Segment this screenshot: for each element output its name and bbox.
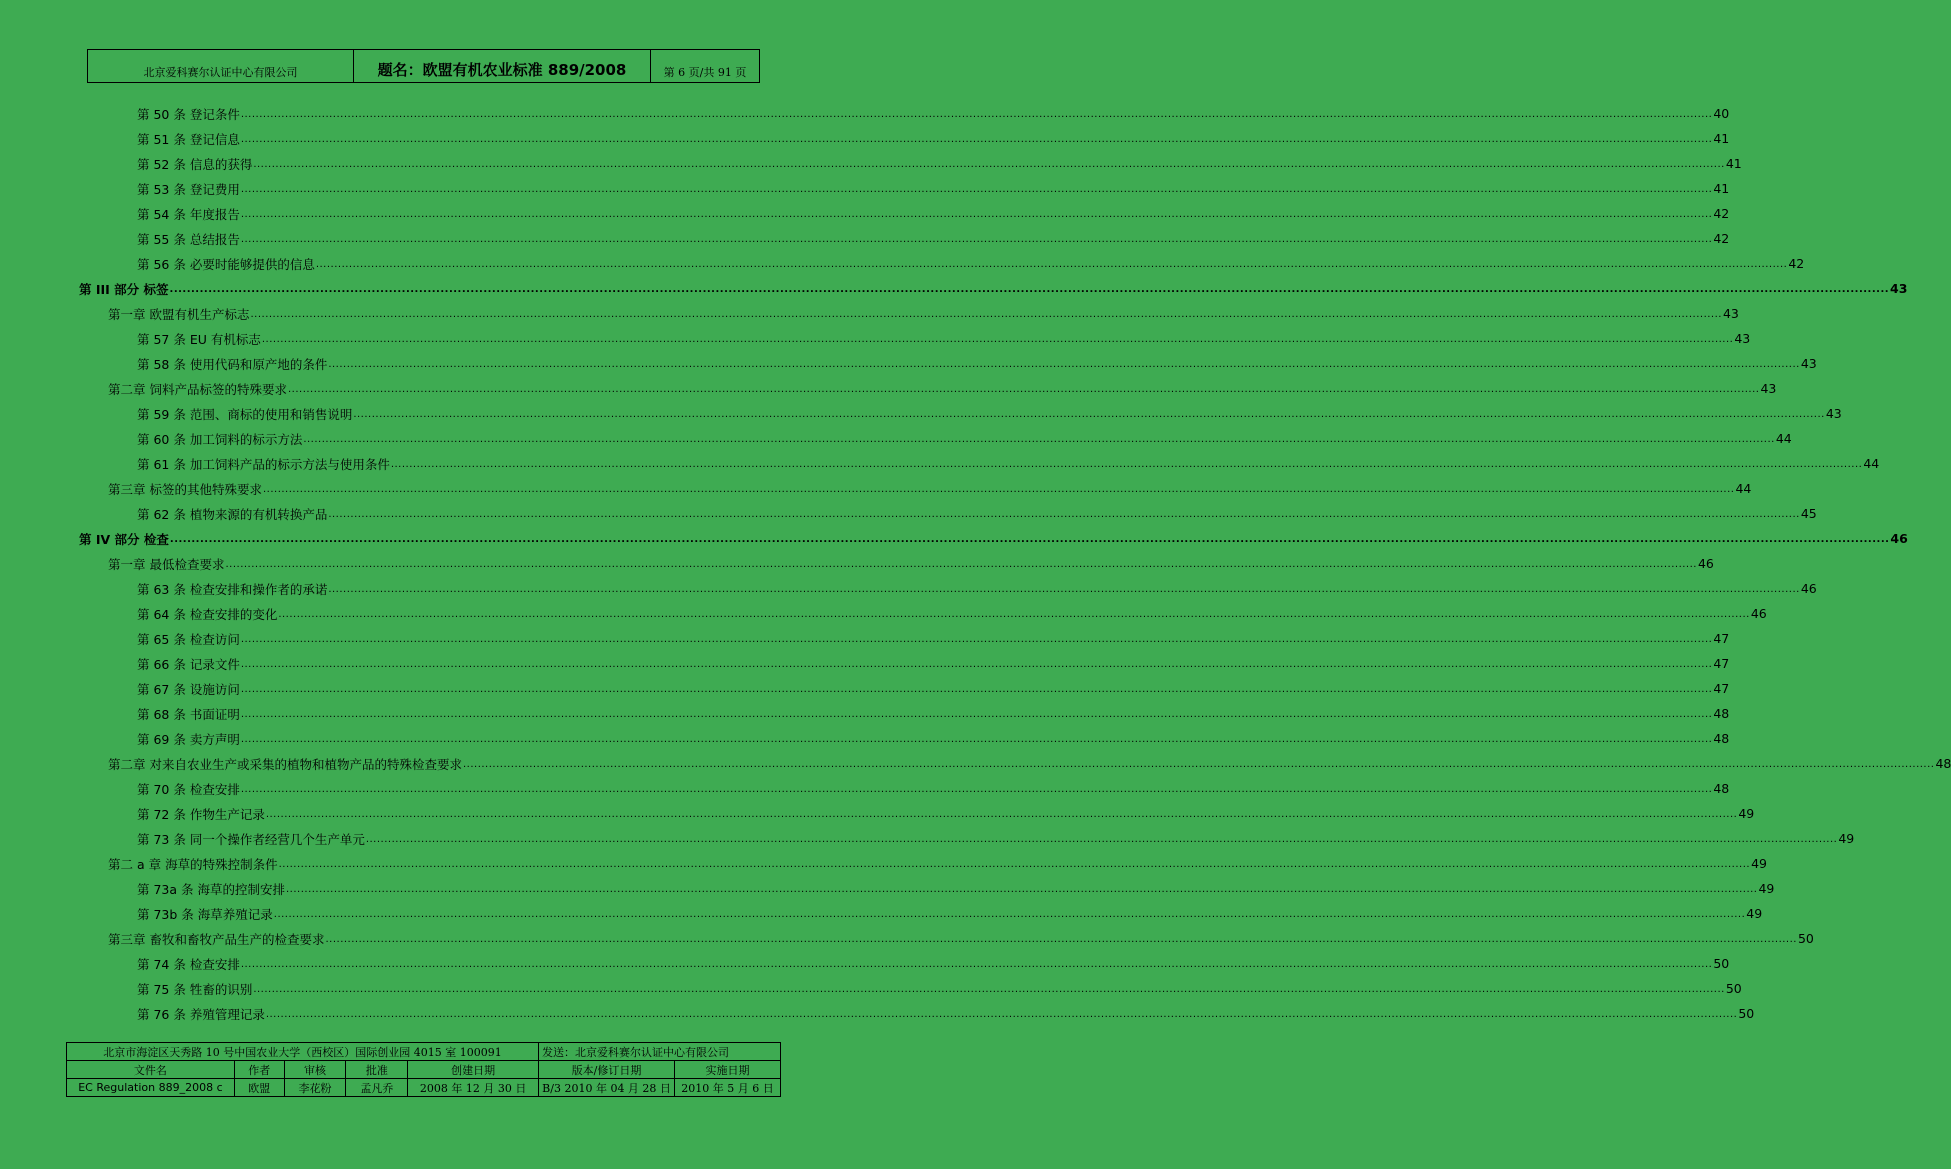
footer-address: 北京市海淀区天秀路 10 号中国农业大学（西校区）国际创业园 4015 室 100091 [67, 1043, 539, 1061]
toc-entry-page: 49 [1838, 831, 1855, 846]
footer-header-filename: 文件名 [67, 1061, 235, 1079]
header-title: 题名：欧盟有机农业标准 889/2008 [354, 50, 651, 82]
toc-leader-dots: ................................................................................................................................................................................................................................................................................................................................................................................................................ [253, 159, 1725, 170]
toc-entry[interactable] [137, 401, 1842, 426]
toc-entry[interactable] [137, 601, 1767, 626]
toc-entry-label: 第 73a 条 海草的控制安排 [137, 881, 285, 897]
toc-leader-dots: ................................................................................................................................................................................................................................................................................................................................................................................................................ [240, 134, 1713, 145]
toc-entry-page: 50 [1725, 981, 1742, 996]
toc-entry-page: 43 [1722, 306, 1739, 321]
footer-header-review: 审核 [284, 1061, 346, 1079]
toc-entry-label: 第三章 标签的其他特殊要求 [108, 481, 262, 497]
toc-leader-dots: ................................................................................................................................................................................................................................................................................................................................................................................................................ [169, 284, 1890, 295]
toc-entry-label: 第 53 条 登记费用 [137, 181, 240, 197]
toc-leader-dots: ................................................................................................................................................................................................................................................................................................................................................................................................................ [240, 709, 1713, 720]
toc-entry-page: 44 [1735, 481, 1752, 496]
toc-entry[interactable] [108, 551, 1714, 576]
toc-entry-page: 49 [1758, 881, 1775, 896]
toc-entry-page: 43 [1825, 406, 1842, 421]
toc-entry-page: 50 [1713, 956, 1730, 971]
toc-leader-dots: ................................................................................................................................................................................................................................................................................................................................................................................................................ [287, 384, 1760, 395]
toc-entry[interactable] [79, 276, 1908, 301]
page-header [87, 49, 760, 83]
toc-entry[interactable] [137, 801, 1755, 826]
toc-entry[interactable] [137, 151, 1742, 176]
toc-leader-dots: ................................................................................................................................................................................................................................................................................................................................................................................................................ [261, 334, 1734, 345]
toc-entry[interactable] [108, 301, 1739, 326]
toc-entry[interactable] [137, 651, 1730, 676]
footer-value-version: B/3 2010 年 04 月 28 日 [539, 1079, 675, 1097]
toc-leader-dots: ................................................................................................................................................................................................................................................................................................................................................................................................................ [265, 1009, 1738, 1020]
toc-entry-page: 46 [1800, 581, 1817, 596]
toc-leader-dots: ................................................................................................................................................................................................................................................................................................................................................................................................................ [303, 434, 1775, 445]
toc-entry-page: 47 [1713, 681, 1730, 696]
toc-entry-label: 第 63 条 检查安排和操作者的承诺 [137, 581, 328, 597]
toc-entry-page: 43 [1800, 356, 1817, 371]
toc-entry-page: 48 [1935, 756, 1951, 771]
toc-entry[interactable] [137, 451, 1880, 476]
toc-entry-label: 第 60 条 加工饲料的标示方法 [137, 431, 303, 447]
footer-value-review: 李花粉 [284, 1079, 346, 1097]
toc-leader-dots: ................................................................................................................................................................................................................................................................................................................................................................................................................ [169, 534, 1890, 545]
toc-entry-label: 第 74 条 检查安排 [137, 956, 240, 972]
toc-entry[interactable] [79, 526, 1908, 551]
toc-leader-dots: ................................................................................................................................................................................................................................................................................................................................................................................................................ [240, 209, 1713, 220]
toc-entry-page: 42 [1713, 206, 1730, 221]
toc-leader-dots: ................................................................................................................................................................................................................................................................................................................................................................................................................ [315, 259, 1788, 270]
toc-entry-label: 第 50 条 登记条件 [137, 106, 240, 122]
header-company: 北京爱科赛尔认证中心有限公司 [88, 50, 354, 82]
toc-entry-label: 第 69 条 卖方声明 [137, 731, 240, 747]
toc-entry-page: 48 [1713, 706, 1730, 721]
toc-entry[interactable] [137, 826, 1855, 851]
toc-leader-dots: ................................................................................................................................................................................................................................................................................................................................................................................................................ [265, 809, 1738, 820]
toc-leader-dots: ................................................................................................................................................................................................................................................................................................................................................................................................................ [462, 759, 1935, 770]
toc-entry[interactable] [137, 126, 1730, 151]
toc-entry-label: 第 64 条 检查安排的变化 [137, 606, 278, 622]
toc-entry-page: 45 [1800, 506, 1817, 521]
toc-leader-dots: ................................................................................................................................................................................................................................................................................................................................................................................................................ [353, 409, 1825, 420]
toc-entry-label: 第 72 条 作物生产记录 [137, 806, 265, 822]
toc-entry-label: 第 59 条 范围、商标的使用和销售说明 [137, 406, 353, 422]
toc-entry[interactable] [137, 426, 1792, 451]
toc-entry[interactable] [137, 501, 1817, 526]
toc-entry-label: 第 61 条 加工饲料产品的标示方法与使用条件 [137, 456, 390, 472]
toc-entry[interactable] [108, 476, 1752, 501]
toc-entry[interactable] [108, 751, 1951, 776]
toc-entry-label: 第 73 条 同一个操作者经营几个生产单元 [137, 831, 365, 847]
toc-entry-label: 第 51 条 登记信息 [137, 131, 240, 147]
toc-entry-page: 46 [1750, 606, 1767, 621]
toc-entry-label: 第 68 条 书面证明 [137, 706, 240, 722]
toc-entry[interactable] [137, 226, 1730, 251]
toc-entry[interactable] [137, 201, 1730, 226]
footer-value-created: 2008 年 12 月 30 日 [408, 1079, 539, 1097]
footer-header-approve: 批准 [346, 1061, 408, 1079]
toc-entry-page: 48 [1713, 731, 1730, 746]
footer-header-author: 作者 [234, 1061, 284, 1079]
toc-leader-dots: ................................................................................................................................................................................................................................................................................................................................................................................................................ [240, 784, 1713, 795]
toc-entry-label: 第一章 最低检查要求 [108, 556, 225, 572]
toc-entry-label: 第二 a 章 海草的特殊控制条件 [108, 856, 278, 872]
toc-entry[interactable] [137, 776, 1730, 801]
toc-entry-page: 43 [1760, 381, 1777, 396]
toc-leader-dots: ................................................................................................................................................................................................................................................................................................................................................................................................................ [262, 484, 1735, 495]
toc-entry-page: 43 [1890, 281, 1908, 296]
toc-entry-page: 46 [1890, 531, 1908, 546]
toc-leader-dots: ................................................................................................................................................................................................................................................................................................................................................................................................................ [240, 684, 1713, 695]
footer-value-author: 欧盟 [234, 1079, 284, 1097]
toc-leader-dots: ................................................................................................................................................................................................................................................................................................................................................................................................................ [273, 909, 1746, 920]
toc-entry-page: 42 [1788, 256, 1805, 271]
toc-entry-label: 第 73b 条 海草养殖记录 [137, 906, 273, 922]
toc-leader-dots: ................................................................................................................................................................................................................................................................................................................................................................................................................ [240, 734, 1713, 745]
toc-entry[interactable] [137, 326, 1751, 351]
toc-entry[interactable] [137, 576, 1817, 601]
toc-leader-dots: ................................................................................................................................................................................................................................................................................................................................................................................................................ [240, 184, 1713, 195]
toc-entry-label: 第 57 条 EU 有机标志 [137, 331, 261, 347]
footer-header-version: 版本/修订日期 [539, 1061, 675, 1079]
toc-leader-dots: ................................................................................................................................................................................................................................................................................................................................................................................................................ [240, 659, 1713, 670]
toc-entry-label: 第 56 条 必要时能够提供的信息 [137, 256, 315, 272]
toc-entry-label: 第 54 条 年度报告 [137, 206, 240, 222]
header-page-number: 第 6 页/共 91 页 [663, 66, 747, 79]
toc-entry[interactable] [137, 251, 1805, 276]
toc-entry[interactable] [108, 851, 1767, 876]
toc-leader-dots: ................................................................................................................................................................................................................................................................................................................................................................................................................ [328, 359, 1800, 370]
toc-leader-dots: ................................................................................................................................................................................................................................................................................................................................................................................................................ [240, 234, 1713, 245]
toc-entry-label: 第 52 条 信息的获得 [137, 156, 253, 172]
toc-entry-page: 50 [1738, 1006, 1755, 1021]
toc-entry-page: 44 [1775, 431, 1792, 446]
toc-entry-page: 47 [1713, 656, 1730, 671]
toc-entry[interactable] [108, 926, 1814, 951]
footer-value-effective: 2010 年 5 月 6 日 [675, 1079, 781, 1097]
toc-entry-label: 第二章 对来自农业生产或采集的植物和植物产品的特殊检查要求 [108, 756, 462, 772]
toc-entry-label: 第二章 饲料产品标签的特殊要求 [108, 381, 287, 397]
toc-leader-dots: ................................................................................................................................................................................................................................................................................................................................................................................................................ [328, 584, 1800, 595]
toc-leader-dots: ................................................................................................................................................................................................................................................................................................................................................................................................................ [390, 459, 1863, 470]
footer-header-effective: 实施日期 [675, 1061, 781, 1079]
footer-value-approve: 孟凡乔 [346, 1079, 408, 1097]
toc-entry[interactable] [137, 626, 1730, 651]
toc-leader-dots: ................................................................................................................................................................................................................................................................................................................................................................................................................ [250, 309, 1722, 320]
toc-entry-label: 第 IV 部分 检查 [79, 531, 169, 547]
footer-value-filename: EC Regulation 889_2008 c [67, 1079, 235, 1097]
toc-entry-label: 第三章 畜牧和畜牧产品生产的检查要求 [108, 931, 325, 947]
toc-entry-page: 43 [1734, 331, 1751, 346]
toc-entry[interactable] [137, 726, 1730, 751]
toc-entry-page: 41 [1713, 131, 1730, 146]
toc-entry-label: 第 55 条 总结报告 [137, 231, 240, 247]
toc-leader-dots: ................................................................................................................................................................................................................................................................................................................................................................................................................ [286, 884, 1758, 895]
toc-entry[interactable] [137, 676, 1730, 701]
toc-entry-page: 49 [1738, 806, 1755, 821]
toc-entry-label: 第 70 条 检查安排 [137, 781, 240, 797]
toc-entry-page: 42 [1713, 231, 1730, 246]
footer-header-created: 创建日期 [408, 1061, 539, 1079]
toc-entry-label: 第 62 条 植物来源的有机转换产品 [137, 506, 328, 522]
toc-leader-dots: ................................................................................................................................................................................................................................................................................................................................................................................................................ [278, 859, 1751, 870]
toc-leader-dots: ................................................................................................................................................................................................................................................................................................................................................................................................................ [240, 634, 1713, 645]
toc-entry[interactable] [137, 901, 1763, 926]
toc-entry-label: 第 67 条 设施访问 [137, 681, 240, 697]
toc-leader-dots: ................................................................................................................................................................................................................................................................................................................................................................................................................ [328, 509, 1800, 520]
toc-leader-dots: ................................................................................................................................................................................................................................................................................................................................................................................................................ [240, 959, 1713, 970]
toc-entry-page: 41 [1713, 181, 1730, 196]
toc-entry[interactable] [137, 951, 1730, 976]
toc-leader-dots: ................................................................................................................................................................................................................................................................................................................................................................................................................ [253, 984, 1725, 995]
document-footer [66, 1042, 781, 1097]
toc-entry-label: 第 75 条 牲畜的识别 [137, 981, 253, 997]
toc-entry-page: 47 [1713, 631, 1730, 646]
toc-entry-page: 50 [1797, 931, 1814, 946]
toc-entry[interactable] [137, 1001, 1755, 1026]
toc-entry-label: 第 III 部分 标签 [79, 281, 169, 297]
toc-entry[interactable] [108, 376, 1777, 401]
toc-entry-page: 40 [1713, 106, 1730, 121]
toc-entry-label: 第一章 欧盟有机生产标志 [108, 306, 250, 322]
toc-entry[interactable] [137, 351, 1817, 376]
toc-entry[interactable] [137, 876, 1775, 901]
toc-entry[interactable] [137, 101, 1730, 126]
toc-entry-page: 41 [1725, 156, 1742, 171]
toc-entry-label: 第 65 条 检查访问 [137, 631, 240, 647]
toc-leader-dots: ................................................................................................................................................................................................................................................................................................................................................................................................................ [278, 609, 1750, 620]
toc-entry-label: 第 58 条 使用代码和原产地的条件 [137, 356, 328, 372]
toc-leader-dots: ................................................................................................................................................................................................................................................................................................................................................................................................................ [240, 109, 1713, 120]
toc-entry[interactable] [137, 976, 1742, 1001]
toc-entry-label: 第 66 条 记录文件 [137, 656, 240, 672]
footer-issued: 发送：北京爱科赛尔认证中心有限公司 [539, 1043, 781, 1061]
toc-entry-page: 49 [1746, 906, 1763, 921]
toc-leader-dots: ................................................................................................................................................................................................................................................................................................................................................................................................................ [325, 934, 1797, 945]
toc-entry-page: 48 [1713, 781, 1730, 796]
toc-entry-label: 第 76 条 养殖管理记录 [137, 1006, 265, 1022]
toc-entry-page: 49 [1751, 856, 1767, 871]
toc-leader-dots: ................................................................................................................................................................................................................................................................................................................................................................................................................ [365, 834, 1838, 845]
toc-entry[interactable] [137, 176, 1730, 201]
toc-entry-page: 44 [1863, 456, 1880, 471]
toc-leader-dots: ................................................................................................................................................................................................................................................................................................................................................................................................................ [225, 559, 1697, 570]
toc-entry[interactable] [137, 701, 1730, 726]
toc-entry-page: 46 [1697, 556, 1714, 571]
